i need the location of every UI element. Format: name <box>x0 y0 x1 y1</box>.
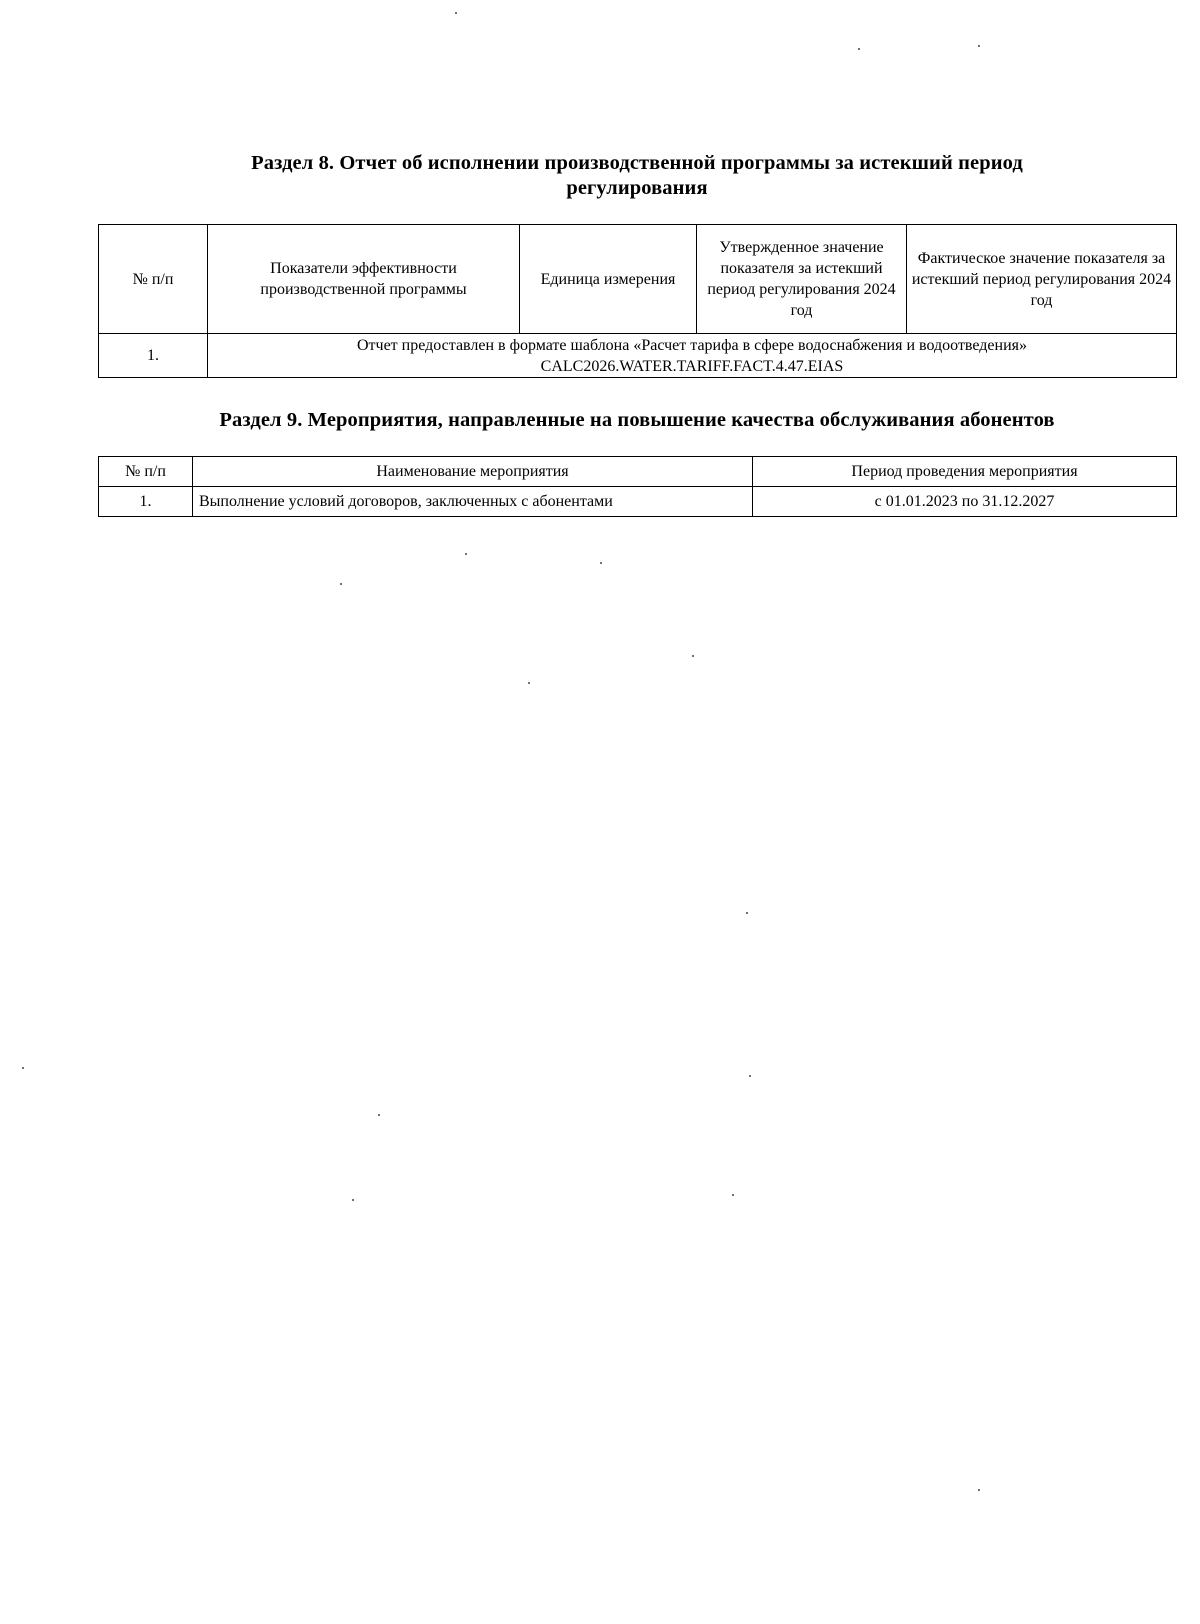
header-approved-value: Утвержденное значение показателя за истекший период регулирования 2024 год <box>697 225 907 334</box>
section-8-title <box>98 151 1176 201</box>
scan-speck <box>378 1114 380 1116</box>
scan-speck <box>978 45 980 47</box>
scan-speck <box>749 1075 751 1077</box>
scan-speck <box>600 562 602 564</box>
header-indicators: Показатели эффективности производственной программы <box>208 225 520 334</box>
header-activity-name: Наименование мероприятия <box>193 457 753 487</box>
scan-speck <box>978 1489 980 1491</box>
section-8-title-line1: Раздел 8. Отчет об исполнении производственной программы за истекший период <box>251 152 1023 174</box>
header-unit: Единица измерения <box>520 225 697 334</box>
report-note-line1: Отчет предоставлен в формате шаблона «Расчет тарифа в сфере водоснабжения и водоотведения» <box>356 336 1028 354</box>
row-num: 1. <box>99 334 208 378</box>
scan-speck <box>455 12 457 14</box>
section-9-title: Раздел 9. Мероприятия, направленные на повышение качества обслуживания абонентов <box>219 409 1055 431</box>
table-row <box>99 334 1177 378</box>
activity-period: с 01.01.2023 по 31.12.2027 <box>753 487 1177 517</box>
report-template-code: CALC2026.WATER.TARIFF.FACT.4.47.EIAS <box>540 357 844 375</box>
section-9-table <box>98 456 1177 517</box>
header-actual-value: Фактическое значение показателя за истекший период регулирования 2024 год <box>907 225 1177 334</box>
table-header-row <box>99 225 1177 334</box>
scan-speck <box>858 48 860 50</box>
scan-speck <box>22 1067 24 1069</box>
scan-speck <box>732 1194 734 1196</box>
table-header-row <box>99 457 1177 487</box>
scan-speck <box>528 682 530 684</box>
section-8-title-line2: регулирования <box>566 177 708 199</box>
section-8-table <box>98 224 1177 378</box>
header-num: № п/п <box>99 457 193 487</box>
report-note-cell <box>208 334 1177 378</box>
scan-speck <box>352 1199 354 1201</box>
header-num: № п/п <box>99 225 208 334</box>
header-activity-period: Период проведения мероприятия <box>753 457 1177 487</box>
scan-speck <box>465 553 467 555</box>
table-row <box>99 487 1177 517</box>
scan-speck <box>746 912 748 914</box>
row-num: 1. <box>99 487 193 517</box>
activity-name: Выполнение условий договоров, заключенных с абонентами <box>193 487 753 517</box>
scan-speck <box>340 583 342 585</box>
scan-speck <box>692 655 694 657</box>
